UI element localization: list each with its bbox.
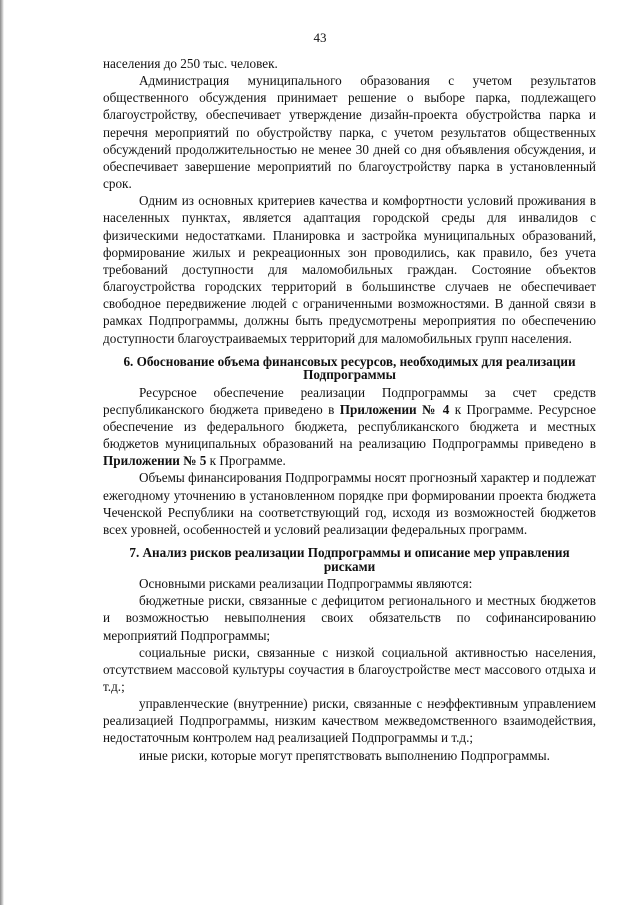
paragraph-accessibility: Одним из основных критериев качества и комфортности условий проживания в населенных пунктах, является адаптация городской среды для инвалидов с физическими недостатками. Планировка и застройка муниципальных образований, формирование жилых и рекреационных зон проводились, как правило, без учета требований доступности для маломобильных граждан. Состояние объектов благоустройства городских территорий в большинстве случаев не обеспечивает свободное передвижение людей с ограниченными возможностями. В данной связи в рамках Подпрограммы, должны быть предусмотрены мероприятия по обеспечению доступности благоустраиваемых территорий для маломобильных групп населения.	[103, 193, 596, 346]
paragraph-funding-volumes: Объемы финансирования Подпрограммы носят прогнозный характер и подлежат ежегодному уточнению в установленном порядке при формировании проекта бюджета Чеченской Республики на соответствующий год, исходя из возможностей бюджетов всех уровней, особенностей и условий реализации федеральных программ.	[103, 470, 596, 537]
document-body	[103, 55, 596, 764]
paragraph-budget-risks: бюджетные риски, связанные с дефицитом регионального и местных бюджетов и возможностью невыполнения своих обязательств по софинансированию мероприятий Подпрограммы;	[103, 593, 596, 643]
appendix-5-reference: Приложении № 5	[103, 453, 207, 469]
section-7-heading: 7. Анализ рисков реализации Подпрограммы и описание мер управления рисками	[129, 545, 570, 574]
paragraph-management-risks: управленческие (внутренние) риски, связанные с неэффективным управлением реализацией Подпрограммы, низким качеством межведомственного взаимодействия, недостаточным контролем над реализацией Подпрограммы и т.д.;	[103, 696, 596, 746]
paragraph-risks-intro: Основными рисками реализации Подпрограммы являются:	[139, 576, 473, 592]
text-fragment: к Программе. Ресурсное обеспечение из федерального бюджета, республиканского бюджета и местных бюджетов муниципальных образований на реализацию Подпрограммы приведено в	[103, 401, 596, 452]
section-6-heading: 6. Обоснование объема финансовых ресурсов, необходимых для реализации Подпрограммы	[123, 353, 576, 383]
paragraph-other-risks: иные риски, которые могут препятствовать выполнению Подпрограммы.	[139, 747, 550, 763]
paragraph-administration: Администрация муниципального образования с учетом результатов общественного обсуждения принимает решение о выборе парка, подлежащего благоустройству, обеспечивает утверждение дизайн-проекта обустройства парка и перечня мероприятий по обустройству парка, с учетом результатов общественных обсуждений продолжительностью не менее 30 дней со дня объявления обсуждения, и обеспечивает завершение мероприятий по благоустройству парка в установленный срок.	[103, 73, 596, 192]
scan-edge-shadow	[0, 0, 4, 905]
text-fragment: к Программе.	[206, 453, 286, 469]
paragraph-resource-provision	[103, 384, 596, 470]
text-fragment: Ресурсное обеспечение реализации Подпрограммы за счет средств республиканского бюджета приведено в	[103, 384, 596, 417]
page-number: 43	[313, 30, 327, 45]
paragraph-social-risks: социальные риски, связанные с низкой социальной активностью населения, отсутствием массовой культуры соучастия в благоустройстве мест массового отдыха и т.д.;	[103, 644, 596, 694]
paragraph-continuation: населения до 250 тыс. человек.	[103, 56, 278, 71]
appendix-4-reference: Приложении № 4	[339, 401, 450, 417]
